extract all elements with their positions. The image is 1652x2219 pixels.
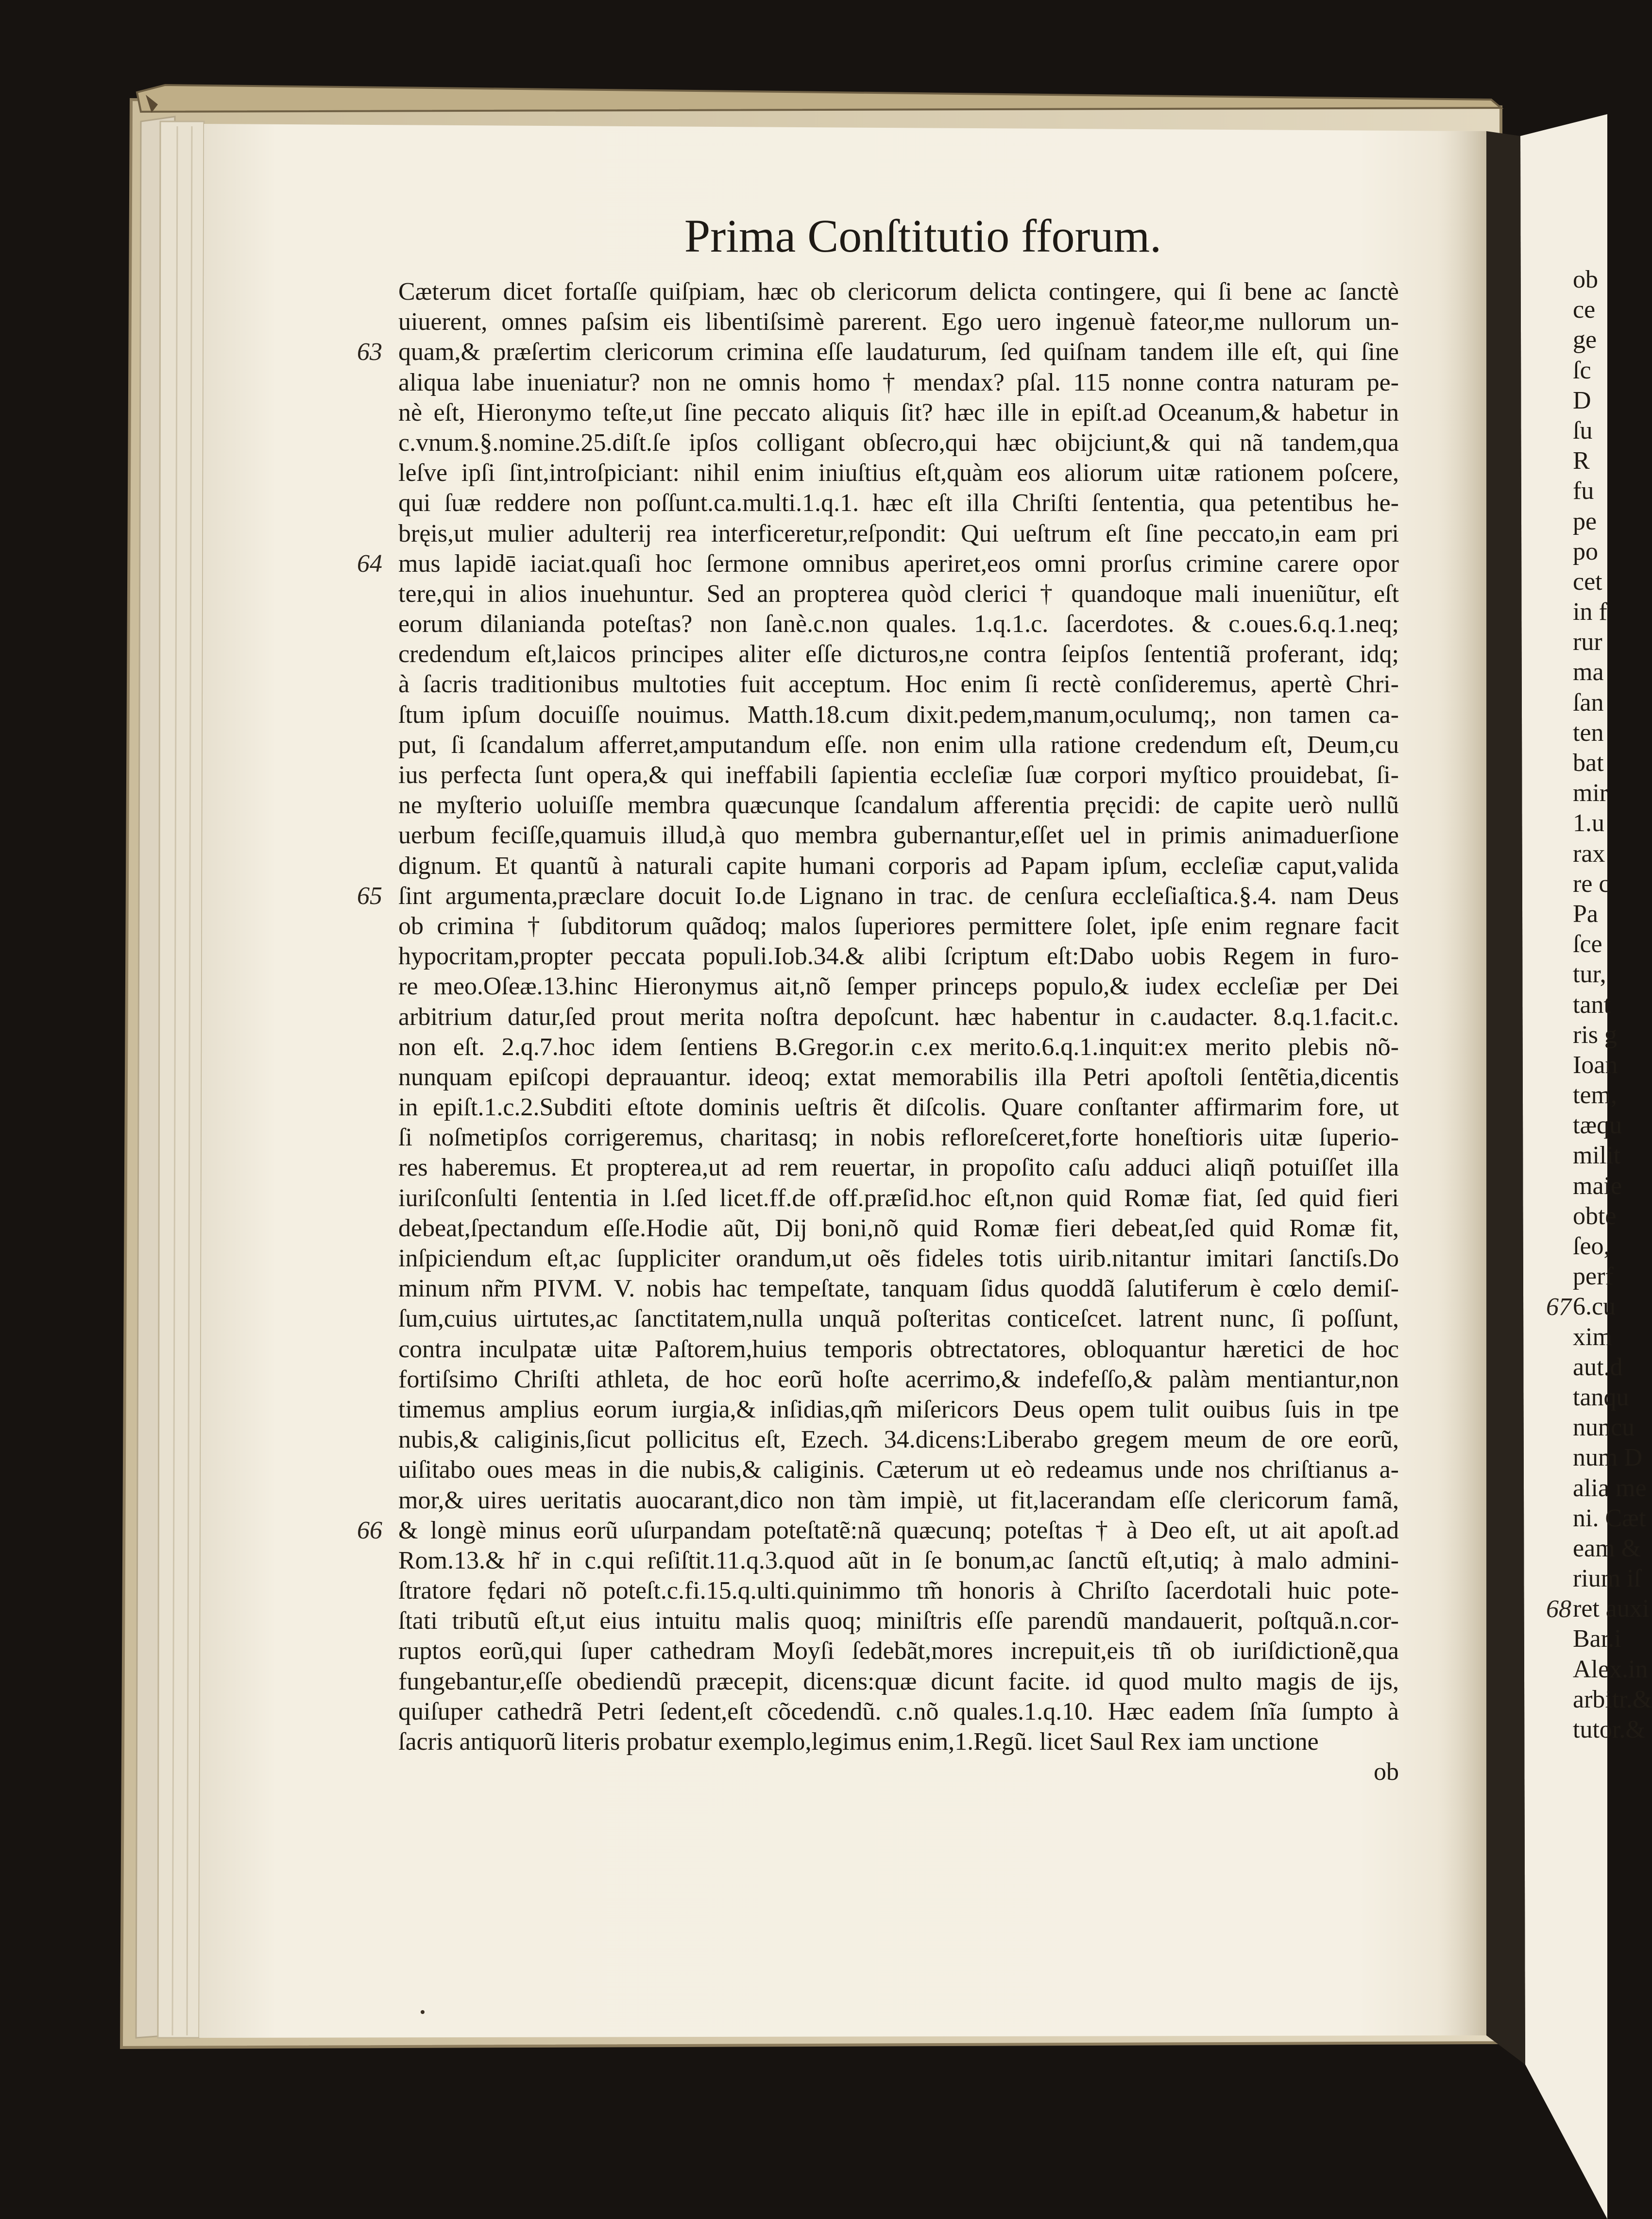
text-line: ſtum ipſum docuiſſe nouimus. Matth.18.cum dixit.pedem,manum,oculumq;, non tamen ca- <box>398 700 1399 729</box>
text-line: debeat,ſpectandum eſſe.Hodie aũt, Dij boni,nõ quid Romæ fieri debeat,ſed quid Romæ fit, <box>398 1214 1399 1242</box>
facing-page-fragment: ris g <box>1573 1021 1617 1049</box>
facing-page-fragment: ten <box>1573 718 1604 747</box>
text-line: Cæterum dicet fortaſſe quiſpiam, hæc ob clericorum delicta contingere, qui ſi bene ac ſanctè <box>398 278 1399 306</box>
text-line: mor,& uires ueritatis auocarant,dico non tàm impiè, ut fit,lacerandam eſſe clericorum famã, <box>398 1486 1399 1514</box>
text-line: ſum,cuius uirtutes,ac ſanctitatem,nulla unquã poſteritas conticeſcet. latrent nunc, ſi poſſunt, <box>398 1305 1399 1333</box>
facing-page-fragment: nuncu <box>1573 1414 1635 1442</box>
text-line: res haberemus. Et propterea,ut ad rem reuertar, in propoſito caſu adduci aliqñ potuiſſet illa <box>398 1154 1399 1182</box>
catchword: ob <box>1374 1758 1399 1786</box>
facing-page-fragment: ni. Cæt <box>1573 1504 1646 1532</box>
facing-page-fragment: tur, <box>1573 960 1606 989</box>
facing-page-fragment: ſce <box>1573 930 1602 958</box>
facing-page-fragment: aut.d <box>1573 1353 1623 1381</box>
text-line: minum nr̃m PIVM. V. nobis hac tempeſtate, tanquam ſidus quoddã ſalutiferum è cœlo demiſ- <box>398 1275 1399 1303</box>
text-line: ſint argumenta,præclare docuit Io.de Lignano in trac. de cenſura eccleſiaſtica.§.4. nam Deus <box>398 882 1399 910</box>
text-line: ſtratore fędari nõ poteſt.c.fi.15.q.ulti.quinimmo tm̃ honoris à Chriſto ſacerdotali huic pote- <box>398 1577 1399 1605</box>
text-line: timemus amplius eorum iurgia,& inſidias,qm̃ miſericors Deus opem tulit ouibus ſuis in tpe <box>398 1395 1399 1423</box>
facing-page-fragment: num D <box>1573 1444 1642 1472</box>
text-line: non eſt. 2.q.7.hoc idem ſentiens B.Gregor.in c.ex merito.6.q.1.inquit:ex merito plebis nõ- <box>398 1033 1399 1061</box>
text-line: uerbum feciſſe,quamuis illud,à quo membra gubernantur,eſſet uel in primis animaduerſione <box>398 821 1399 850</box>
text-line: tere,qui in alios inuehuntur. Sed an propterea quòd clerici † quandoque mali inueniũtur, eſt <box>398 580 1399 608</box>
facing-page-fragment: perf <box>1573 1263 1614 1291</box>
facing-page-fragment: ſu <box>1573 416 1593 444</box>
facing-page-fragment: tanqu <box>1573 1383 1629 1411</box>
text-line: quam,& præſertim clericorum crimina eſſe laudaturum, ſed quiſnam tandem ille eſt, qui ſine <box>398 338 1399 366</box>
facing-margin-number: 67 <box>1546 1293 1571 1321</box>
text-line: leſve ipſi ſint,introſpiciant: nihil enim iniuſtius eſt,quàm eos aliorum uitæ rationem poſcere, <box>398 459 1399 487</box>
facing-page-fragment: bat <box>1573 749 1604 777</box>
facing-page-fragment: eam & <box>1573 1534 1641 1562</box>
facing-page-fragment: tant <box>1573 990 1611 1019</box>
text-line: iuriſconſulti ſententia in l.ſed licet.ff.de off.præſid.hoc eſt,non quid Romæ fiat, ſed quid fieri <box>398 1184 1399 1212</box>
facing-page-fragment: ſc <box>1573 356 1591 384</box>
text-line: in epiſt.1.c.2.Subditi eſtote dominis ueſtris ẽt diſcolis. Quare conſtanter affirmarim fore, ut <box>398 1093 1399 1122</box>
facing-page-fragment: D <box>1573 386 1591 414</box>
facing-page-fragment: ce <box>1573 296 1596 324</box>
facing-page-fragment: Alex.in <box>1573 1655 1648 1683</box>
facing-page-text <box>1546 265 1652 1745</box>
facing-page-fragment: ob <box>1573 266 1598 293</box>
margin-number: 66 <box>357 1517 382 1545</box>
text-line: c.vnum.§.nomine.25.diſt.ſe ipſos colligant obſecro,qui hæc obijciunt,& qui nã tandem,qua <box>398 428 1399 457</box>
facing-page-fragment: rium iſ <box>1573 1565 1641 1593</box>
facing-page-fragment: R <box>1573 447 1590 475</box>
facing-page-fragment: in f <box>1573 598 1607 626</box>
facing-page-fragment: maie <box>1573 1172 1622 1200</box>
text-line: à ſacris traditionibus multoties fuit acceptum. Hoc enim ſi rectè conſideremus, apertè Chri- <box>398 670 1399 699</box>
facing-page-fragment: Pa <box>1573 900 1598 928</box>
margin-number: 65 <box>357 882 382 910</box>
facing-page-fragment: ma <box>1573 658 1604 686</box>
facing-page-fragment: pe <box>1573 507 1597 535</box>
text-line: arbitrium datur,ſed prout merita noſtra depoſcunt. hæc habentur in c.audacter. 8.q.1.facit.c. <box>398 1003 1399 1031</box>
text-line: uiuerent, omnes paſsim eis libentiſsimè parerent. Ego uero ingenuè fateor,me nullorum un- <box>398 308 1399 336</box>
facing-page-fragment: ret auxi <box>1573 1595 1650 1623</box>
text-line: uiſitabo oues meas in die nubis,& caliginis. Cæterum ut eò redeamus unde nos chriſtianus a- <box>398 1456 1399 1484</box>
text-line: put, ſi ſcandalum afferret,amputandum eſſe. non enim ulla ratione credendum eſt, Deum,cu <box>398 731 1399 759</box>
text-line: ius perfecta ſunt opera,& qui ineffabili ſapientia eccleſiæ ſuæ corpori myſtico prouidebat, ſi- <box>398 761 1399 789</box>
text-line: ne myſterio uoluiſſe membra quæcunque ſcandalum afferentia pręcidi: de capite uerò nullũ <box>398 791 1399 819</box>
facing-page-fragment: rax <box>1573 839 1605 868</box>
text-line: aliqua labe inueniatur? non ne omnis homo † mendax? pſal. 115 nonne contra naturam pe- <box>398 368 1399 396</box>
text-line: ob crimina † ſubditorum quãdoq; malos ſuperiores permittere ſolet, ipſe enim regnare facit <box>398 912 1399 940</box>
facing-page-fragment: alia me <box>1573 1474 1647 1502</box>
facing-page-fragment: tutor.& <box>1573 1716 1645 1743</box>
text-line: Rom.13.& hr̃ in c.qui reſiſtit.11.q.3.quod aũt in ſe bonum,ac ſanctũ eſt,utiq; à malo admini- <box>398 1546 1399 1574</box>
text-line: re meo.Oſeæ.13.hinc Hieronymus ait,nõ ſemper princeps populo,& iudex eccleſiæ per Dei <box>398 973 1399 1001</box>
margin-number: 63 <box>357 338 382 366</box>
facing-page-fragment: 6.cu <box>1573 1293 1616 1321</box>
text-line: & longè minus eorũ uſurpandam poteſtatẽ:nã quæcunq; poteſtas † à Deo eſt, ut ait apoſt.ad <box>398 1516 1399 1544</box>
text-line: contra inculpatæ uitæ Paſtorem,huius temporis obtrectatores, obloquantur hæretici de hoc <box>398 1335 1399 1363</box>
facing-page-fragment: cet <box>1573 567 1602 596</box>
text-line: nè eſt, Hieronymo teſte,ut ſine peccato aliquis ſit? hæc ille in epiſt.ad Oceanum,& habetur in <box>398 398 1399 427</box>
facing-page-fragment: po <box>1573 537 1598 565</box>
facing-page-fragment: re c <box>1573 870 1610 898</box>
text-line: nubis,& caliginis,ſicut pollicitus eſt, Ezech. 34.dicens:Liberabo gregem meum de ore eorũ, <box>398 1426 1399 1454</box>
margin-number: 64 <box>357 549 382 578</box>
facing-page-fragment: tem, <box>1573 1081 1617 1110</box>
text-line: quiſuper cathedrã Petri ſedent,eſt cõcedendũ. c.nõ quales.1.q.10. Hæc eadem ſnĩa ſumpto à <box>398 1697 1399 1725</box>
facing-page-fragment: ſeo, <box>1573 1232 1610 1260</box>
text-line: dignum. Et quantũ à naturali capite humani corporis ad Papam ipſum, eccleſiæ caput,valida <box>398 852 1399 880</box>
text-line: inſpiciendum eſt,ac ſuppliciter orandum,ut oẽs fideles totis uirib.nitantur imitari ſanctiſs.Do <box>398 1245 1399 1272</box>
facing-page-fragment: ſan <box>1573 688 1604 717</box>
text-line: fortiſsimo Chriſti athleta, de hoc eorũ hoſte acerrimo,& indefeſſo,& palàm mentiantur,non <box>398 1365 1399 1393</box>
text-line: bręis,ut mulier adulterij rea interficeretur,reſpondit: Qui ueſtrum eſt ſine peccato,in eam pri <box>398 519 1399 547</box>
facing-page-fragment: milit <box>1573 1142 1621 1170</box>
facing-page-fragment: xim <box>1573 1323 1612 1351</box>
facing-page-fragment: arbitr.& <box>1573 1685 1652 1713</box>
facing-page-fragment: ge <box>1573 326 1597 354</box>
facing-page-fragment: 1.u <box>1573 809 1604 837</box>
main-text-block <box>398 277 1399 1787</box>
facing-page-fragment: obte <box>1573 1202 1617 1230</box>
facing-page-fragment: rur <box>1573 628 1602 656</box>
text-line: mus lapidē iaciat.quaſi hoc ſermone omnibus aperiret,eos omni prorſus crimine carere opor <box>398 549 1399 578</box>
text-line: qui ſuæ reddere non poſſunt.ca.multi.1.q.1. hæc eſt illa Chriſti ſententia, qua petentibus he- <box>398 489 1399 517</box>
facing-page-fragment: Bar.i <box>1573 1625 1621 1653</box>
text-line: credendum eſt,laicos principes aliter eſſe dicturos,ne contra ſeipſos ſententiã proferant, idq; <box>398 640 1399 668</box>
page-header: Prima Conſtitutio fforum. <box>684 210 1162 262</box>
text-line: fungebantur,eſſe obediendũ præcepit, dicens:quæ dicunt facite. id quod multo magis de ijs, <box>398 1667 1399 1695</box>
text-line: ſi noſmetipſos corrigeremus, charitasq; in nobis refloreſceret,forte honeſtioris uitæ ſuperio- <box>398 1124 1399 1152</box>
facing-margin-number: 68 <box>1546 1595 1571 1623</box>
text-line: ruptos eorũ,qui ſuper cathedram Moyſi ſedebãt,mores increpuit,eis tñ ob iuriſdictionẽ,qua <box>398 1637 1399 1665</box>
text-line: hypocritam,propter peccata populi.Iob.34.& alibi ſcriptum eſt:Dabo uobis Regem in furo- <box>398 942 1399 971</box>
facing-page-fragment: tæqu <box>1573 1111 1622 1140</box>
text-line: nunquam epiſcopi deprauantur. ideoq; extat memorabilis illa Petri apoſtoli ſentẽtia,dicentis <box>398 1063 1399 1091</box>
text-line: ſtati tributũ eſt,ut eius intuitu malis quoq; miniſtris eſſe parendũ mandauerit, poſtquã.n.cor- <box>398 1607 1399 1635</box>
facing-page-fragment: Ioan <box>1573 1051 1618 1079</box>
text-line: ſacris antiquorũ literis probatur exemplo,legimus enim,1.Regũ. licet Saul Rex iam unctione <box>398 1728 1319 1756</box>
facing-page-fragment: mir <box>1573 779 1608 807</box>
text-line: eorum dilanianda poteſtas? non ſanè.c.non quales. 1.q.1.c. ſacerdotes. & c.oues.6.q.1.neq; <box>398 610 1399 638</box>
facing-page-fragment: fu <box>1573 477 1594 505</box>
